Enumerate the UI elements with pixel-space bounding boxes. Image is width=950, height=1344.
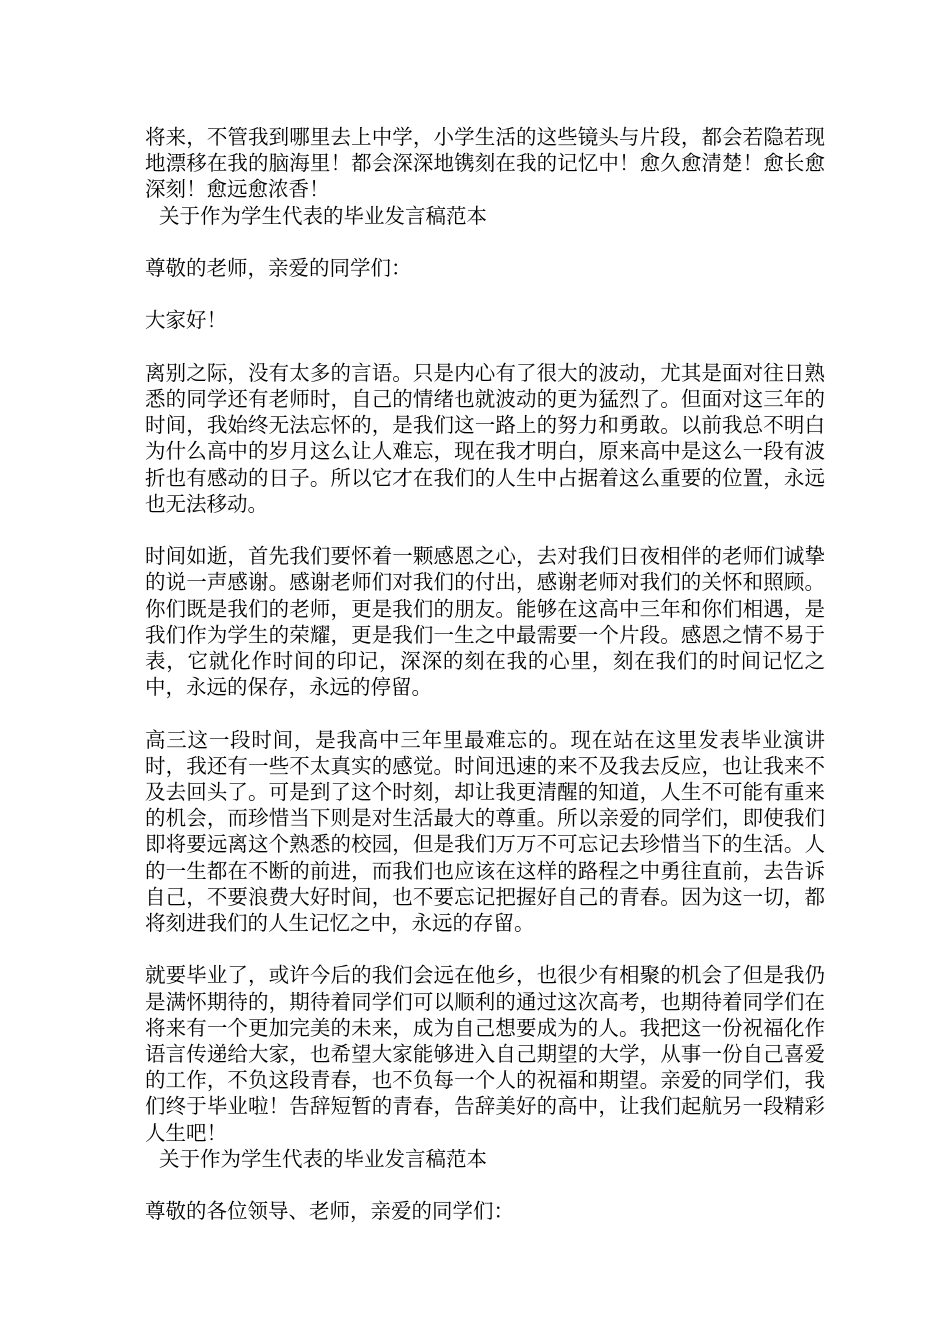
salutation-1: 尊敬的老师，亲爱的同学们：: [145, 256, 412, 280]
paragraph-farewell: 离别之际，没有太多的言语。只是内心有了很大的波动，尤其是面对往日熟悉的同学还有老师时，自己的情绪也就波动的更为猛烈了。但面对这三年的时间，我始终无法忘怀的，是我们这一路上的努力和勇敢。以前我总不明白为什么高中的岁月这么让人难忘，现在我才明白，原来高中是这么一段有波折也有感动的日子。所以它才在我们的人生中占据着这么重要的位置，永远也无法移动。: [145, 360, 825, 516]
greeting: 大家好！: [145, 308, 227, 333]
spacer: [145, 700, 825, 726]
salutation-2: 尊敬的各位领导、老师，亲爱的同学们：: [145, 1199, 514, 1224]
paragraph-gratitude: 时间如逝，首先我们要怀着一颗感恩之心，去对我们日夜相伴的老师们诚挚的说一声感谢。感谢老师们对我们的付出，感谢老师对我们的关怀和照顾。你们既是我们的老师，更是我们的朋友。能够在这高中三年和你们相遇，是我们作为学生的荣耀，更是我们一生之中最需要一个片段。感恩之情不易于表，它就化作时间的印记，深深的刻在我的心里，刻在我们的时间记忆之中，永远的保存，永远的停留。: [145, 544, 825, 700]
section-heading-2: 关于作为学生代表的毕业发言稿范本: [159, 1146, 487, 1171]
paragraph-senior-year: 高三这一段时间，是我高中三年里最难忘的。现在站在这里发表毕业演讲时，我还有一些不太真实的感觉。时间迅速的来不及我去反应，也让我来不及去回头了。可是到了这个时刻，却让我更清醒的知道，人生不可能有重来的机会，而珍惜当下则是对生活最大的尊重。所以亲爱的同学们，即使我们即将要远离这个熟悉的校园，但是我们万万不可忘记去珍惜当下的生活。人的一生都在不断的前进，而我们也应该在这样的路程之中勇往直前，去告诉自己，不要浪费大好时间，也不要忘记把握好自己的青春。因为这一切，都将刻进我们的人生记忆之中，永远的存留。: [145, 727, 825, 936]
spacer: [145, 517, 825, 543]
spacer: [145, 334, 825, 360]
paragraph-graduation-wishes: 就要毕业了，或许今后的我们会远在他乡，也很少有相聚的机会了但是我仍是满怀期待的，期待着同学们可以顺利的通过这次高考，也期待着同学们在将来有一个更加完美的未来，成为自己想要成为的人。我把这一份祝福化作语言传递给大家，也希望大家能够进入自己期望的大学，从事一份自己喜爱的工作，不负这段青春，也不负每一个人的祝福和期望。亲爱的同学们，我们终于毕业啦！告辞短暂的青春，告辞美好的高中，让我们起航另一段精彩人生吧！: [145, 963, 825, 1145]
spacer: [145, 229, 825, 255]
section-heading-1: 关于作为学生代表的毕业发言稿范本: [159, 203, 487, 228]
spacer: [145, 936, 825, 962]
document-body: [145, 124, 825, 1224]
paragraph-closing-reflection: 将来，不管我到哪里去上中学，小学生活的这些镜头与片段，都会若隐若现地漂移在我的脑海里！都会深深地镌刻在我的记忆中！愈久愈清楚！愈长愈深刻！愈远愈浓香！: [145, 125, 825, 202]
spacer: [145, 281, 825, 307]
spacer: [145, 1172, 825, 1198]
